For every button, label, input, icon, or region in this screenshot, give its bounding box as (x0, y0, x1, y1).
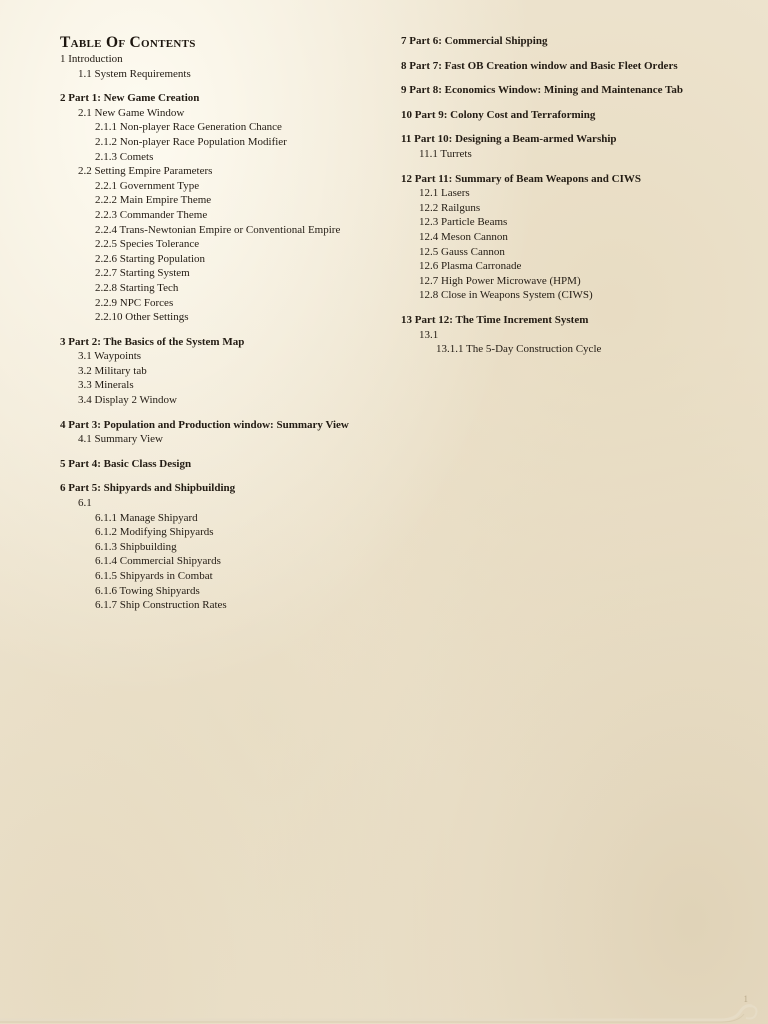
toc-entry[interactable]: 12.2 Railguns (419, 201, 481, 214)
toc-section (60, 481, 370, 612)
toc-heading[interactable]: 12 Part 11: Summary of Beam Weapons and CIWS (401, 172, 641, 185)
toc-entry[interactable]: 12.5 Gauss Cannon (419, 245, 505, 258)
toc-entry[interactable]: 13.1.1 The 5-Day Construction Cycle (436, 343, 602, 356)
toc-entry[interactable]: 2.2.1 Government Type (95, 179, 200, 192)
footer-ornament (0, 984, 768, 1024)
toc-entry[interactable]: 2.2.6 Starting Population (95, 252, 205, 265)
toc-entry[interactable]: 12.1 Lasers (419, 187, 470, 200)
toc-heading[interactable]: 11 Part 10: Designing a Beam-armed Warship (401, 133, 617, 146)
toc-entry[interactable]: 11.1 Turrets (419, 147, 472, 160)
toc-entry[interactable]: 2.1.1 Non-player Race Generation Chance (95, 121, 282, 134)
toc-heading[interactable]: 1 Introduction (60, 53, 123, 65)
toc-section (60, 91, 370, 325)
toc-entry[interactable]: 2.1 New Game Window (78, 106, 185, 119)
toc-entry[interactable]: 2.2.8 Starting Tech (95, 281, 179, 294)
toc-heading[interactable]: 4 Part 3: Population and Production window: Summary View (60, 418, 349, 431)
toc-entry[interactable]: 3.2 Military tab (78, 364, 147, 377)
toc-heading[interactable]: 5 Part 4: Basic Class Design (60, 457, 192, 470)
toc-entry[interactable]: 12.3 Particle Beams (419, 216, 508, 229)
toc-entry[interactable]: 12.6 Plasma Carronade (419, 260, 522, 273)
toc-entry[interactable]: 6.1 (78, 497, 92, 510)
toc-entry[interactable]: 6.1.6 Towing Shipyards (95, 584, 200, 597)
toc-entry[interactable]: 3.1 Waypoints (78, 350, 142, 363)
toc-entry[interactable]: 6.1.7 Ship Construction Rates (95, 599, 227, 612)
toc-section (401, 313, 701, 357)
toc-entry[interactable]: 2.1.3 Comets (95, 150, 154, 163)
toc-entry[interactable]: 2.2.10 Other Settings (95, 311, 189, 324)
toc-entry[interactable]: 6.1.2 Modifying Shipyards (95, 526, 214, 539)
toc-entry[interactable]: 2.2 Setting Empire Parameters (78, 165, 213, 178)
toc-heading[interactable]: 2 Part 1: New Game Creation (60, 92, 200, 105)
toc-entry[interactable]: 12.4 Meson Cannon (419, 230, 508, 243)
toc-entry[interactable]: 6.1.1 Manage Shipyard (95, 511, 198, 524)
toc-entry[interactable]: 4.1 Summary View (78, 433, 163, 446)
toc-section (401, 172, 701, 303)
toc-entry[interactable]: 6.1.3 Shipbuilding (95, 540, 177, 553)
toc-section (60, 418, 370, 447)
toc-entry[interactable]: 13.1 (419, 328, 439, 341)
toc-heading[interactable]: 13 Part 12: The Time Increment System (401, 313, 589, 326)
toc-heading[interactable]: 8 Part 7: Fast OB Creation window and Basic Fleet Orders (401, 59, 678, 72)
toc-entry[interactable]: 3.3 Minerals (78, 379, 134, 392)
toc-entry[interactable]: 2.2.3 Commander Theme (95, 208, 208, 221)
toc-section (60, 52, 370, 81)
right-sections (401, 34, 701, 357)
toc-left-column (60, 34, 370, 623)
toc-title: Table Of Contents (60, 34, 196, 51)
toc-heading[interactable]: 9 Part 8: Economics Window: Mining and Maintenance Tab (401, 84, 683, 97)
toc-section (401, 83, 701, 98)
toc-entry[interactable]: 2.2.4 Trans-Newtonian Empire or Conventional Empire (95, 223, 341, 236)
left-sections (60, 52, 370, 613)
toc-heading[interactable]: 3 Part 2: The Basics of the System Map (60, 335, 245, 348)
toc-entry[interactable]: 2.1.2 Non-player Race Population Modifier (95, 135, 287, 148)
toc-heading[interactable]: 6 Part 5: Shipyards and Shipbuilding (60, 482, 236, 495)
toc-heading[interactable]: 10 Part 9: Colony Cost and Terraforming (401, 108, 596, 121)
toc-entry[interactable]: 6.1.4 Commercial Shipyards (95, 555, 221, 568)
toc-section (60, 457, 370, 472)
toc-section (401, 132, 701, 161)
page-number: 1 (743, 994, 748, 1004)
toc-entry[interactable]: 2.2.7 Starting System (95, 267, 190, 280)
toc-entry[interactable]: 2.2.2 Main Empire Theme (95, 194, 212, 207)
toc-entry[interactable]: 12.7 High Power Microwave (HPM) (419, 274, 581, 287)
toc-entry[interactable]: 6.1.5 Shipyards in Combat (95, 570, 213, 582)
toc-section (401, 108, 701, 123)
toc-entry[interactable]: 1.1 System Requirements (78, 67, 191, 80)
toc-heading[interactable]: 7 Part 6: Commercial Shipping (401, 35, 548, 47)
toc-right-column (401, 34, 701, 367)
toc-entry[interactable]: 3.4 Display 2 Window (78, 394, 177, 407)
toc-section (60, 335, 370, 408)
toc-section (401, 59, 701, 74)
toc-entry[interactable]: 2.2.5 Species Tolerance (95, 238, 200, 251)
toc-entry[interactable]: 2.2.9 NPC Forces (95, 296, 174, 309)
toc-section (401, 34, 701, 49)
toc-entry[interactable]: 12.8 Close in Weapons System (CIWS) (419, 289, 593, 302)
